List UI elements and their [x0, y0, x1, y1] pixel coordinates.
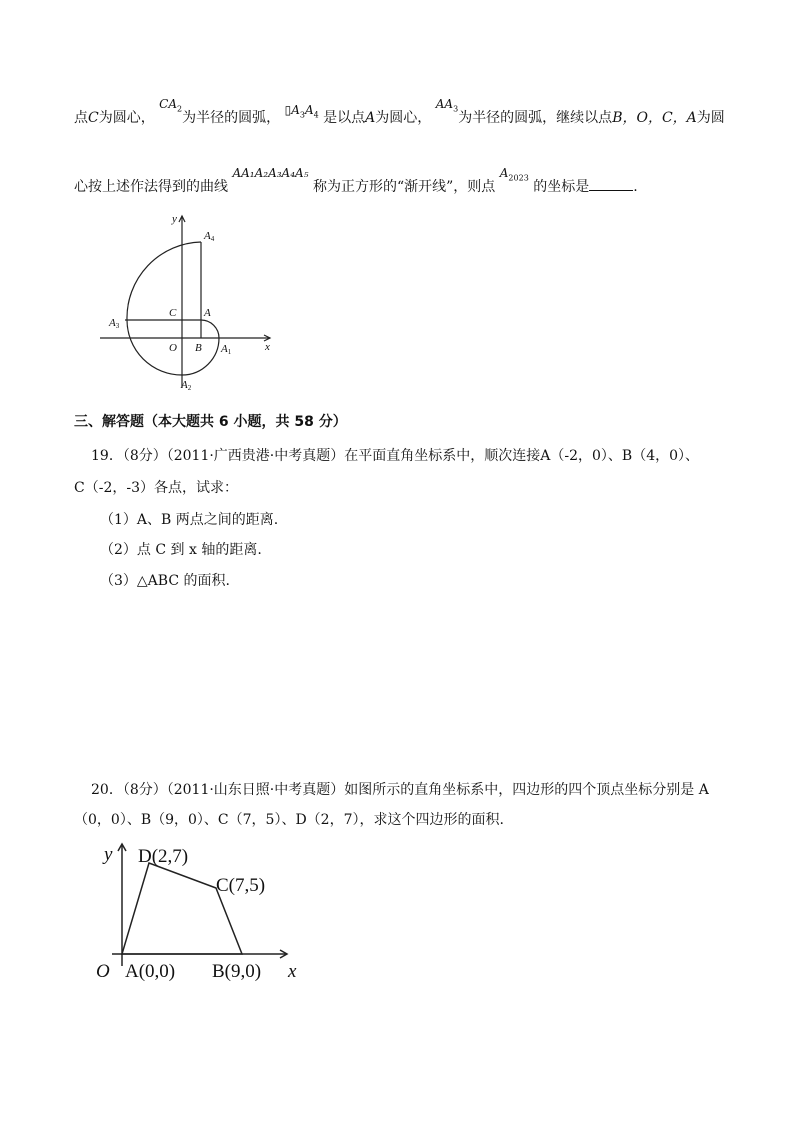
- arc-a3-a4: [127, 242, 201, 320]
- label-c: C: [169, 307, 177, 319]
- q19-sub-3: （3）△ABC 的面积.: [100, 573, 230, 589]
- text: 为圆心，: [98, 110, 155, 126]
- q19-line-2: C（-2，-3）各点，试求：: [74, 480, 238, 496]
- math-a3a4: $▯A_3A_4$: [284, 103, 319, 120]
- math-ca2: $CA_2$: [159, 97, 183, 114]
- involute-figure: [95, 208, 295, 393]
- text: 点: [74, 110, 88, 126]
- label-c: C(7,5): [216, 875, 266, 896]
- text: 为半径的圆弧，继续以点: [458, 110, 613, 126]
- var-a: A: [365, 110, 376, 126]
- text: 为圆: [696, 110, 725, 126]
- text: 19．（8分）（2011·广西贵港·中考真题）在平面直角坐标系中，顺次连接: [91, 448, 541, 464]
- answer-blank[interactable]: [589, 176, 633, 191]
- var-c: C: [88, 110, 99, 126]
- text: 的坐标是: [533, 179, 590, 195]
- q19-sub-1: （1）A、B 两点之间的距离.: [100, 512, 279, 528]
- q18-line-1: [74, 97, 725, 133]
- text: 为半径的圆弧，: [182, 110, 281, 126]
- label-a2: A2: [181, 379, 192, 392]
- q19-sub-2: （2）点 C 到 x 轴的距离.: [100, 542, 262, 558]
- q20-line-2: （0，0）、B（9，0）、C（7，5）、D（2，7），求这个四边形的面积.: [74, 812, 504, 828]
- text: 心按上述作法得到的曲线: [74, 179, 228, 195]
- label-a1: A1: [221, 343, 232, 356]
- label-y: y: [172, 213, 177, 225]
- label-o: O: [169, 342, 177, 354]
- label-a4: A4: [204, 230, 215, 243]
- section-heading: 三、解答题（本大题共 6 小题，共 58 分）: [74, 414, 347, 430]
- vars-bcoa: B，O，C，A: [612, 110, 697, 126]
- math-curve: AA₁A₂A₃A₄A₅: [232, 166, 309, 180]
- text: 为圆心，: [375, 110, 432, 126]
- label-y: y: [104, 844, 113, 865]
- text: A（-2，0）、B（4，0）、: [540, 448, 700, 464]
- label-o: O: [96, 961, 110, 982]
- label-b: B(9,0): [212, 961, 262, 982]
- label-x: x: [288, 961, 297, 982]
- math-aa3: $AA_3$: [435, 97, 459, 114]
- math-a2023: $A_{2023}$: [499, 166, 529, 183]
- label-x: x: [265, 341, 270, 353]
- q18-line-2: [74, 166, 638, 202]
- label-b: B: [195, 342, 202, 354]
- text: .: [633, 179, 638, 195]
- q19-line-1: [91, 446, 699, 466]
- label-a3: A3: [109, 317, 120, 330]
- text: 是以点: [323, 110, 366, 126]
- quadrilateral-figure: [92, 836, 312, 986]
- text: 称为正方形的“渐开线”，则点: [312, 179, 496, 195]
- label-a: A(0,0): [125, 961, 176, 982]
- arc-a-a1: [201, 320, 219, 338]
- label-d: D(2,7): [138, 846, 189, 867]
- q20-line-1: 20．（8分）（2011·山东日照·中考真题）如图所示的直角坐标系中，四边形的四个顶点坐标分别是 A: [91, 782, 709, 798]
- label-a: A: [204, 307, 211, 319]
